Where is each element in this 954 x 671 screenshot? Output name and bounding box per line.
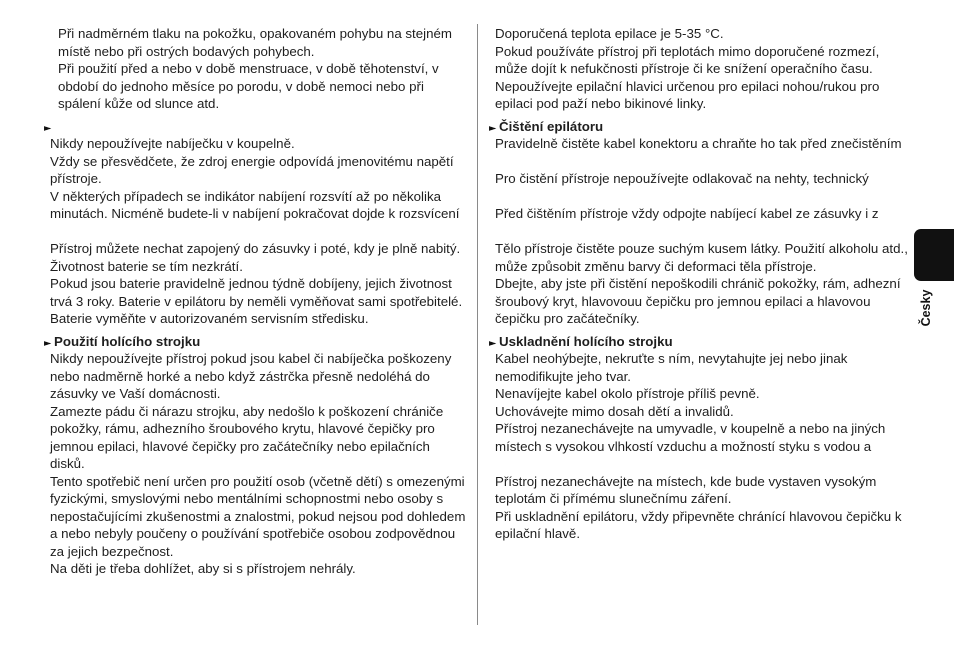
text-line: Nikdy nepoužívejte nabíječku v koupelně. — [50, 136, 295, 151]
text-line: místech s vysokou vlhkostí vzduchu a možností styku s vodou a — [495, 438, 872, 454]
left-column — [44, 25, 475, 578]
text-line: Přístroj můžete nechat zapojený do zásuvky i poté, kdy je plně nabitý. — [50, 241, 461, 256]
text-line: Pokud jsou baterie pravidelně jednou týdně dobíjeny, jejich životnost — [50, 276, 452, 291]
text-line: Vždy se přesvědčete, že zdroj energie odpovídá jmenovitému napětí — [50, 153, 454, 169]
text-line: teplotám či přímému slunečnímu záření. — [495, 491, 732, 506]
language-label: Česky — [919, 289, 933, 327]
text-line: Před čištěním přístroje vždy odpojte nabíjecí kabel ze zásuvky i z — [495, 206, 879, 221]
text-line: Přístroj nezanechávejte na umyvadle, v koupelně a nebo na jiných — [495, 421, 886, 436]
blank-line — [495, 153, 911, 171]
text-line: období do jednoho měsíce po porodu, v době nemoci nebo při — [58, 78, 424, 94]
section-title: Čištění epilátoru — [499, 118, 604, 134]
blank-line — [495, 223, 911, 241]
text-line: Při uskladnění epilátoru, vždy připevněte chránící hlavovou čepičku k — [495, 508, 902, 524]
section-heading — [489, 333, 911, 351]
text-line: Pro čistění přístroje nepoužívejte odlakovač na nehty, technický — [495, 171, 869, 186]
section-marker-icon: ► — [489, 337, 497, 349]
text-line: Při nadměrném tlaku na pokožku, opakovaném pohybu na stejném — [58, 26, 452, 41]
section — [489, 118, 911, 328]
text-line: a nebo nebyly poučeny o používání spotřebiče osobou zodpovědnou — [50, 526, 456, 541]
text-line: čepičku pro začátečníky. — [495, 311, 640, 326]
section-heading — [44, 118, 475, 136]
text-line: minutách. Nicméně budete-li v nabíjení pokračovat dojde k rozsvícení — [50, 206, 460, 221]
text-line: Baterie vyměňte v autorizovaném servisním středisku. — [50, 311, 369, 326]
text-line: zásuvky ve Vaší domácnosti. — [50, 386, 221, 401]
column-divider — [477, 24, 478, 625]
section-marker-icon: ► — [44, 122, 52, 134]
text-line: trvá 3 roky. Baterie v epilátoru by neměli vyměňovat sami spotřebitelé. — [50, 293, 463, 309]
text-line: přístroje. — [50, 171, 102, 186]
text-line: Zamezte pádu či nárazu strojku, aby nedošlo k poškození chrániče — [50, 403, 444, 419]
section — [44, 118, 475, 328]
text-line: pokožky, rámu, adhezního šroubového krytu, hlavové čepičky pro — [50, 421, 435, 436]
section — [495, 25, 911, 113]
text-line: Nikdy nepoužívejte přístroj pokud jsou kabel či nabíječka poškozeny — [50, 351, 452, 366]
text-line: nepostačujícími zkušenostmi a znalostmi, pokud nejsou pod dohledem — [50, 508, 466, 524]
text-line: disků. — [50, 456, 85, 471]
text-line: místě nebo při ostrých bodavých pohybech. — [58, 43, 315, 59]
text-line: Dbejte, aby jste při čistění nepoškodili chránič pokožky, rám, adhezní — [495, 276, 901, 291]
text-line: Tělo přístroje čistěte pouze suchým kusem látky. Použití alkoholu atd., — [495, 241, 908, 256]
text-line: může dojít k nefukčnosti přístroje či ke snížení operačního času. — [495, 61, 873, 76]
text-line: spálení kůže od slunce atd. — [58, 96, 220, 111]
text-line: za jejich bezpečnost. — [50, 543, 174, 559]
text-line: Pravidelně čistěte kabel konektoru a chraňte ho tak před znečistěním — [495, 136, 902, 151]
section-heading — [44, 333, 475, 351]
text-line: epilaci pod paží nebo bikinové linky. — [495, 96, 707, 111]
blank-line — [50, 223, 475, 241]
blank-line — [495, 455, 911, 473]
section-heading — [489, 118, 911, 136]
text-line: Tento spotřebič není určen pro použití osob (včetně dětí) s omezenými — [50, 473, 465, 489]
right-column — [489, 25, 911, 543]
text-line: nemodifikujte jeho tvar. — [495, 368, 632, 384]
text-line: Na děti je třeba dohlížet, aby si s přístrojem nehrály. — [50, 561, 356, 576]
text-line: Přístroj nezanechávejte na místech, kde bude vystaven vysokým — [495, 473, 877, 489]
section — [489, 333, 911, 543]
text-line: Nepoužívejte epilační hlavici určenou pro epilaci nohou/rukou pro — [495, 78, 880, 94]
text-line: fyzickými, smyslovými nebo mentálními schopnostmi nebo osoby s — [50, 491, 444, 506]
text-line: šroubový kryt, hlavovouu čepičku pro jemnou epilaci a hlavovou — [495, 293, 871, 309]
text-line: jemnou epilaci, hlavové čepičky pro začátečníky nebo epilačních — [50, 438, 430, 454]
text-line: V některých případech se indikátor nabíjení rozsvítí až po několika — [50, 188, 441, 204]
section-title: Uskladnění holícího strojku — [499, 333, 673, 349]
text-line: Nenavíjejte kabel okolo přístroje příliš pevně. — [495, 386, 760, 401]
section-marker-icon: ► — [44, 337, 52, 349]
section — [44, 333, 475, 578]
text-line: může způsobit změnu barvy či deformaci těla přístroje. — [495, 258, 817, 274]
text-line: Při použití před a nebo v době menstruace, v době těhotenství, v — [58, 61, 439, 76]
text-line: Doporučená teplota epilace je 5-35 °C. — [495, 26, 724, 41]
section-title: Použití holícího strojku — [54, 333, 201, 349]
section-marker-icon: ► — [489, 122, 497, 134]
text-line: Kabel neohýbejte, nekruťte s ním, nevytahujte jej nebo jinak — [495, 351, 848, 366]
section — [50, 25, 475, 113]
text-line: epilační hlavě. — [495, 526, 581, 541]
text-line: Životnost baterie se tím nezkrátí. — [50, 258, 243, 274]
blank-line — [495, 188, 911, 206]
text-line: Uchovávejte mimo dosah dětí a invalidů. — [495, 403, 734, 419]
text-line: nebo nadměrně horké a nebo když zástrčka přesně nedoléhá do — [50, 368, 430, 384]
text-line: Pokud používáte přístroj při teplotách mimo doporučené rozmezí, — [495, 43, 880, 59]
language-tab — [914, 229, 954, 281]
